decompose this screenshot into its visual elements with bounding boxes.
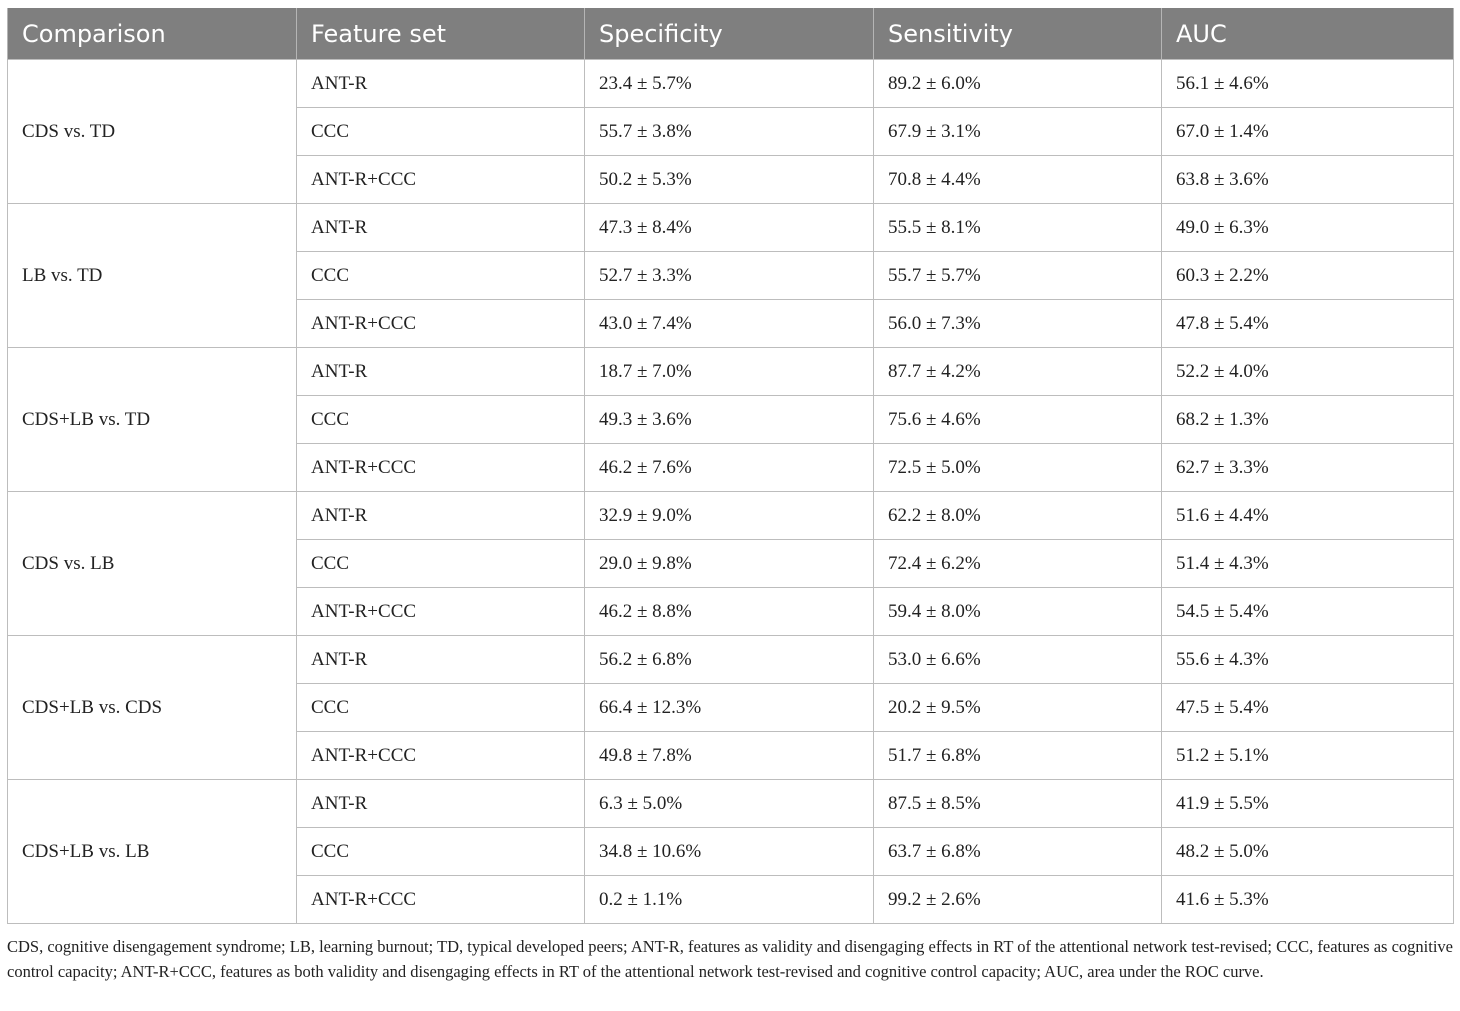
header-feature-set: Feature set bbox=[297, 8, 585, 60]
auc-cell: 55.6 ± 4.3% bbox=[1162, 636, 1454, 684]
comparison-cell: CDS vs. TD bbox=[8, 60, 297, 204]
auc-cell: 47.5 ± 5.4% bbox=[1162, 684, 1454, 732]
feature-set-cell: CCC bbox=[297, 252, 585, 300]
sensitivity-cell: 59.4 ± 8.0% bbox=[874, 588, 1162, 636]
results-table bbox=[7, 8, 1454, 924]
feature-set-cell: CCC bbox=[297, 684, 585, 732]
sensitivity-cell: 20.2 ± 9.5% bbox=[874, 684, 1162, 732]
table-row bbox=[8, 780, 1454, 828]
feature-set-cell: ANT-R bbox=[297, 204, 585, 252]
auc-cell: 68.2 ± 1.3% bbox=[1162, 396, 1454, 444]
feature-set-cell: ANT-R+CCC bbox=[297, 444, 585, 492]
specificity-cell: 52.7 ± 3.3% bbox=[585, 252, 874, 300]
comparison-cell: CDS+LB vs. TD bbox=[8, 348, 297, 492]
specificity-cell: 47.3 ± 8.4% bbox=[585, 204, 874, 252]
auc-cell: 41.6 ± 5.3% bbox=[1162, 876, 1454, 924]
specificity-cell: 49.8 ± 7.8% bbox=[585, 732, 874, 780]
feature-set-cell: CCC bbox=[297, 828, 585, 876]
table-row bbox=[8, 60, 1454, 108]
specificity-cell: 66.4 ± 12.3% bbox=[585, 684, 874, 732]
sensitivity-cell: 67.9 ± 3.1% bbox=[874, 108, 1162, 156]
specificity-cell: 50.2 ± 5.3% bbox=[585, 156, 874, 204]
specificity-cell: 46.2 ± 8.8% bbox=[585, 588, 874, 636]
feature-set-cell: ANT-R+CCC bbox=[297, 156, 585, 204]
sensitivity-cell: 62.2 ± 8.0% bbox=[874, 492, 1162, 540]
sensitivity-cell: 63.7 ± 6.8% bbox=[874, 828, 1162, 876]
comparison-cell: CDS+LB vs. CDS bbox=[8, 636, 297, 780]
specificity-cell: 29.0 ± 9.8% bbox=[585, 540, 874, 588]
feature-set-cell: ANT-R+CCC bbox=[297, 300, 585, 348]
sensitivity-cell: 55.5 ± 8.1% bbox=[874, 204, 1162, 252]
header-specificity: Specificity bbox=[585, 8, 874, 60]
feature-set-cell: ANT-R bbox=[297, 492, 585, 540]
sensitivity-cell: 70.8 ± 4.4% bbox=[874, 156, 1162, 204]
auc-cell: 63.8 ± 3.6% bbox=[1162, 156, 1454, 204]
table-row bbox=[8, 204, 1454, 252]
header-auc: AUC bbox=[1162, 8, 1454, 60]
auc-cell: 52.2 ± 4.0% bbox=[1162, 348, 1454, 396]
auc-cell: 54.5 ± 5.4% bbox=[1162, 588, 1454, 636]
auc-cell: 48.2 ± 5.0% bbox=[1162, 828, 1454, 876]
specificity-cell: 49.3 ± 3.6% bbox=[585, 396, 874, 444]
sensitivity-cell: 72.5 ± 5.0% bbox=[874, 444, 1162, 492]
sensitivity-cell: 56.0 ± 7.3% bbox=[874, 300, 1162, 348]
table-row bbox=[8, 492, 1454, 540]
comparison-cell: CDS+LB vs. LB bbox=[8, 780, 297, 924]
table-footnote: CDS, cognitive disengagement syndrome; LB, learning burnout; TD, typical developed peers; ANT-R, features as validity and disengaging effects in RT of the attentional network test-revised; CCC, features as cognitive control capacity; ANT-R+CCC, features as both validity and disengaging effects in RT of the attentional network test-revised and cognitive control capacity; AUC, area under the ROC curve. bbox=[7, 937, 1453, 981]
auc-cell: 51.4 ± 4.3% bbox=[1162, 540, 1454, 588]
table-body bbox=[8, 60, 1454, 924]
results-table-container bbox=[7, 8, 1453, 924]
specificity-cell: 43.0 ± 7.4% bbox=[585, 300, 874, 348]
specificity-cell: 55.7 ± 3.8% bbox=[585, 108, 874, 156]
sensitivity-cell: 75.6 ± 4.6% bbox=[874, 396, 1162, 444]
feature-set-cell: ANT-R bbox=[297, 780, 585, 828]
header-row bbox=[8, 8, 1454, 60]
sensitivity-cell: 55.7 ± 5.7% bbox=[874, 252, 1162, 300]
specificity-cell: 6.3 ± 5.0% bbox=[585, 780, 874, 828]
table-row bbox=[8, 348, 1454, 396]
sensitivity-cell: 87.7 ± 4.2% bbox=[874, 348, 1162, 396]
comparison-cell: CDS vs. LB bbox=[8, 492, 297, 636]
feature-set-cell: ANT-R bbox=[297, 60, 585, 108]
auc-cell: 49.0 ± 6.3% bbox=[1162, 204, 1454, 252]
table-row bbox=[8, 636, 1454, 684]
auc-cell: 62.7 ± 3.3% bbox=[1162, 444, 1454, 492]
header-comparison: Comparison bbox=[8, 8, 297, 60]
sensitivity-cell: 51.7 ± 6.8% bbox=[874, 732, 1162, 780]
specificity-cell: 46.2 ± 7.6% bbox=[585, 444, 874, 492]
auc-cell: 60.3 ± 2.2% bbox=[1162, 252, 1454, 300]
auc-cell: 41.9 ± 5.5% bbox=[1162, 780, 1454, 828]
sensitivity-cell: 53.0 ± 6.6% bbox=[874, 636, 1162, 684]
feature-set-cell: CCC bbox=[297, 108, 585, 156]
specificity-cell: 23.4 ± 5.7% bbox=[585, 60, 874, 108]
specificity-cell: 32.9 ± 9.0% bbox=[585, 492, 874, 540]
feature-set-cell: CCC bbox=[297, 396, 585, 444]
sensitivity-cell: 72.4 ± 6.2% bbox=[874, 540, 1162, 588]
sensitivity-cell: 87.5 ± 8.5% bbox=[874, 780, 1162, 828]
auc-cell: 47.8 ± 5.4% bbox=[1162, 300, 1454, 348]
specificity-cell: 56.2 ± 6.8% bbox=[585, 636, 874, 684]
feature-set-cell: ANT-R+CCC bbox=[297, 732, 585, 780]
auc-cell: 67.0 ± 1.4% bbox=[1162, 108, 1454, 156]
comparison-cell: LB vs. TD bbox=[8, 204, 297, 348]
header-sensitivity: Sensitivity bbox=[874, 8, 1162, 60]
table-header bbox=[8, 8, 1454, 60]
auc-cell: 51.2 ± 5.1% bbox=[1162, 732, 1454, 780]
auc-cell: 56.1 ± 4.6% bbox=[1162, 60, 1454, 108]
feature-set-cell: ANT-R bbox=[297, 636, 585, 684]
feature-set-cell: ANT-R+CCC bbox=[297, 588, 585, 636]
specificity-cell: 18.7 ± 7.0% bbox=[585, 348, 874, 396]
auc-cell: 51.6 ± 4.4% bbox=[1162, 492, 1454, 540]
specificity-cell: 0.2 ± 1.1% bbox=[585, 876, 874, 924]
specificity-cell: 34.8 ± 10.6% bbox=[585, 828, 874, 876]
sensitivity-cell: 99.2 ± 2.6% bbox=[874, 876, 1162, 924]
feature-set-cell: ANT-R+CCC bbox=[297, 876, 585, 924]
feature-set-cell: ANT-R bbox=[297, 348, 585, 396]
sensitivity-cell: 89.2 ± 6.0% bbox=[874, 60, 1162, 108]
feature-set-cell: CCC bbox=[297, 540, 585, 588]
